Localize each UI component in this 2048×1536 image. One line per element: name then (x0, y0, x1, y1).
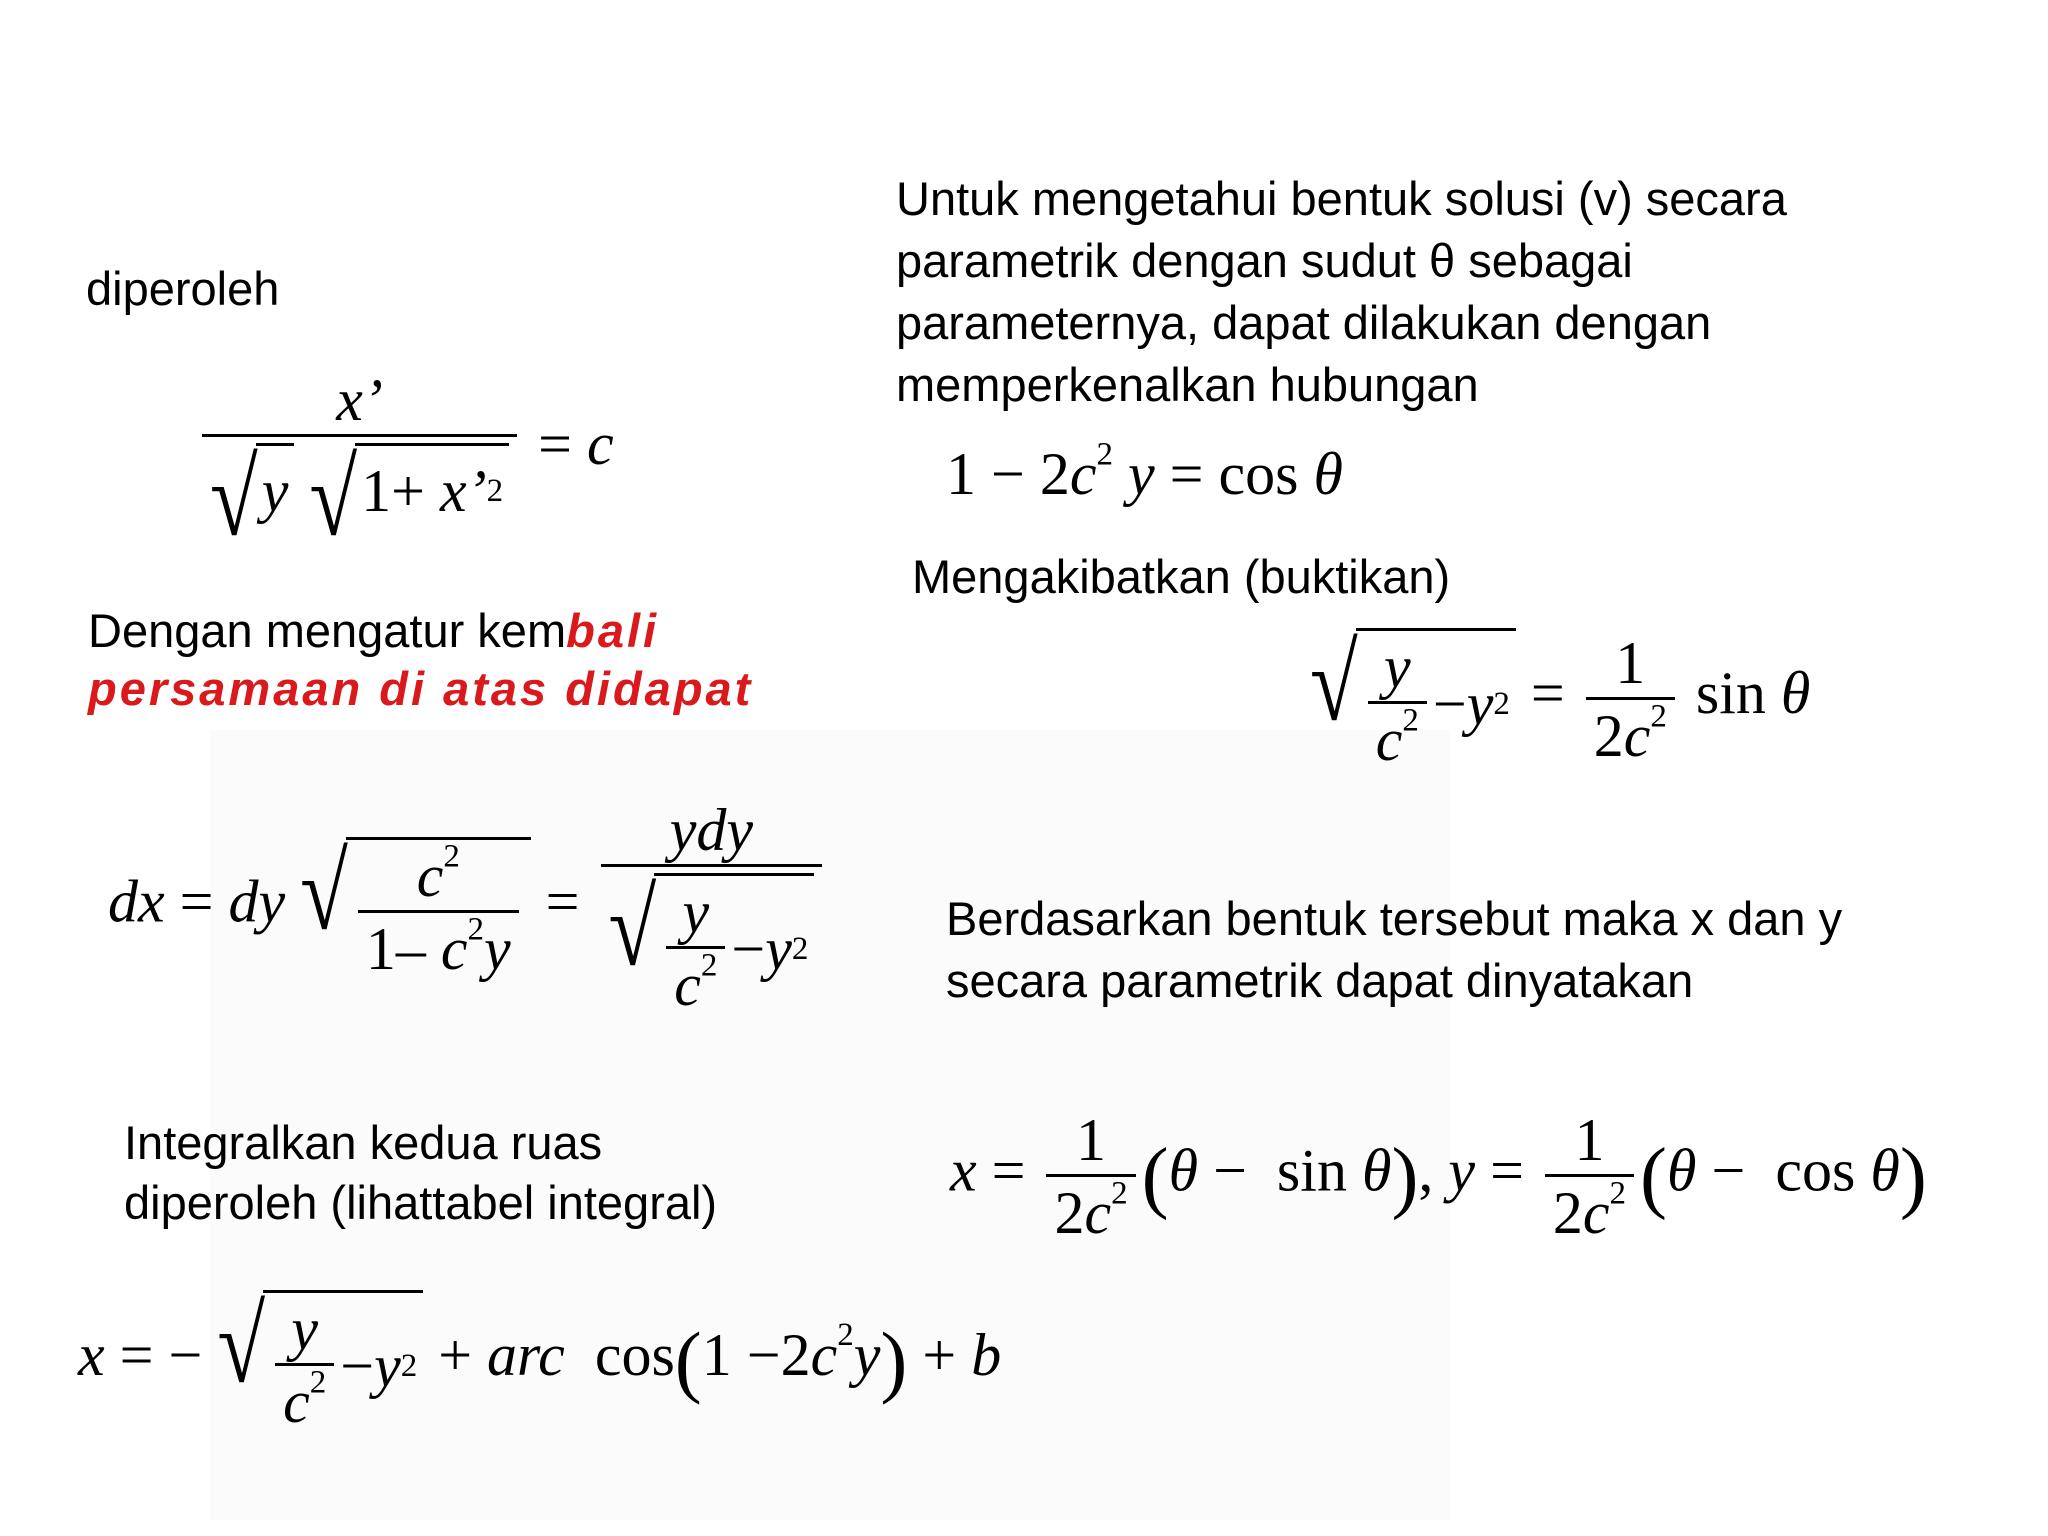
intro-line1: Untuk mengetahui bentuk solusi (v) secara (896, 172, 1787, 225)
eq3-sqrt: √ $\frac{y}{c^2}$ − y 2 (217, 1290, 423, 1432)
eq1-rhs: = c (538, 410, 614, 477)
eq2-sqrt: √ $\frac{c^2}{1- c^2y}$ (300, 837, 531, 979)
integral-text-line2: diperoleh (lihattabel integral) (124, 1176, 718, 1229)
dengan-text-part2: bali (566, 604, 660, 657)
equation-6: x = $\frac{1}{2c^2}$ (θ − sin θ), y = $\frac{1}{2c^2}$ (θ − cos θ) (950, 1107, 1927, 1246)
equation-1 (196, 367, 614, 558)
integral-text-line1: Integralkan kedua ruas (124, 1116, 603, 1169)
equation-3: x = − √ $\frac{y}{c^2}$ − y 2 + arc $\cos(1 -2c^2y) + b$ (78, 1283, 1002, 1435)
eq2-lhs: dx (108, 868, 165, 935)
berdasarkan-line1: Berdasarkan bentuk tersebut maka x dan y (946, 892, 1843, 945)
diperoleh-label: diperoleh (86, 262, 280, 315)
equation-2: dx = dy √ $\frac{c^2}{1- c^2y}$ = ydy √ $\frac{y}{c^2}$ − y 2 (108, 800, 828, 1015)
eq1-denominator: √ y √ 1+ x’ 2 (202, 434, 517, 530)
intro-line4: memperkenalkan hubungan (896, 358, 1479, 411)
dengan-text-line2: persamaan di atas didapat (88, 662, 754, 715)
dengan-text-part1: Dengan mengatur kem (88, 604, 567, 657)
equation-4: $1 - 2c^2$ y = cos θ (946, 436, 1343, 507)
equation-5: √ $\frac{y}{c^2}$ − y 2 = $\frac{1}{2c^2}$ sin θ (1310, 621, 1811, 773)
mengakibatkan-text: Mengakibatkan (buktikan) (912, 550, 1451, 603)
berdasarkan-line2: secara parametrik dapat dinyatakan (946, 954, 1694, 1007)
intro-line3: parameternya, dapat dilakukan dengan (896, 296, 1712, 349)
dengan-text (88, 600, 659, 662)
eq1-numerator: x’ (336, 367, 383, 433)
intro-line2: parametrik dengan sudut θ sebagai (896, 234, 1633, 287)
eq2-fraction: ydy √ $\frac{y}{c^2}$ − y 2 (601, 800, 823, 1015)
eq1-fraction (202, 367, 517, 558)
